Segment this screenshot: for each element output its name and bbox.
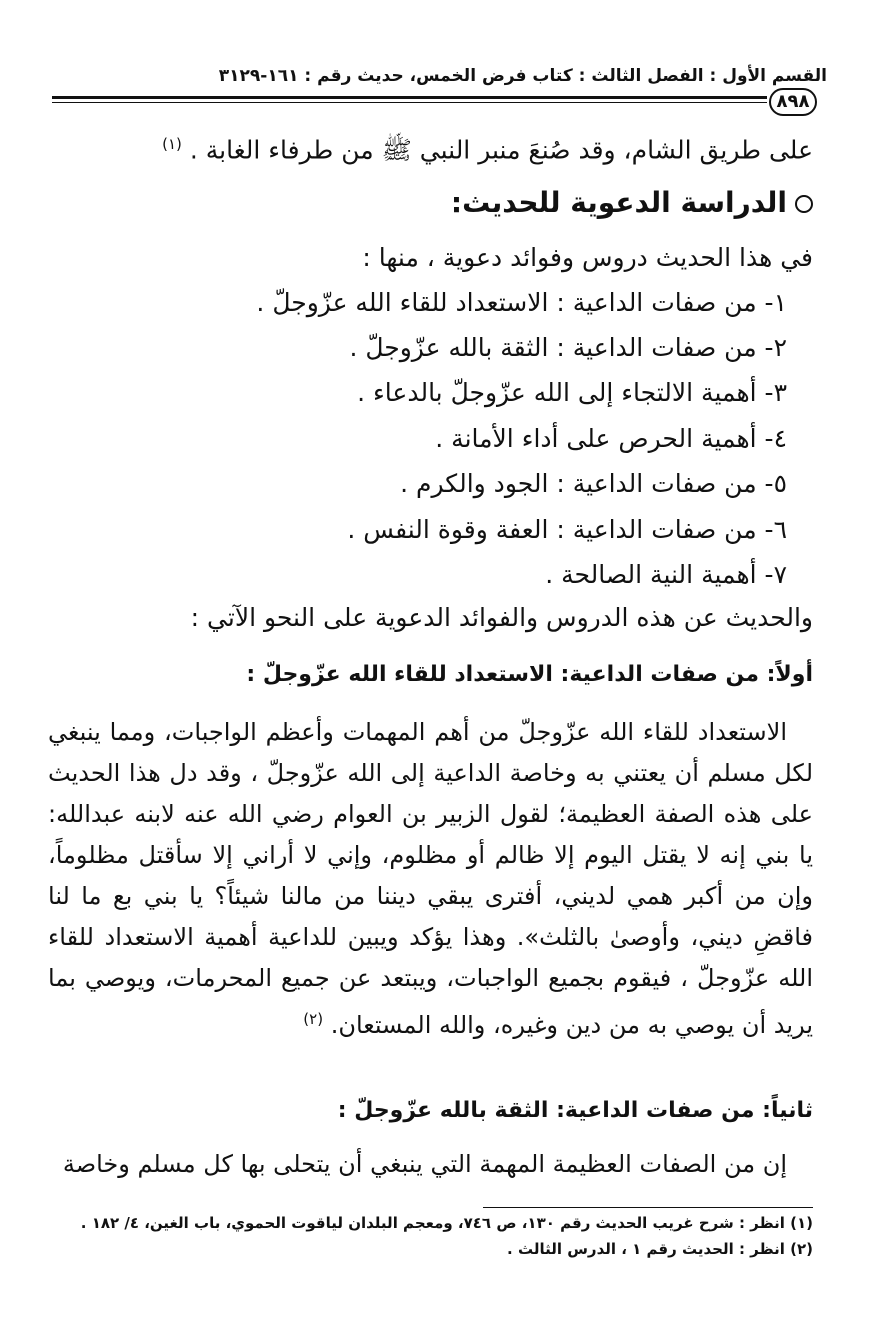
lesson-item-6: ٦- من صفات الداعية : العفة وقوة النفس . [347, 515, 787, 544]
first-paragraph-text: الاستعداد للقاء الله عزّوجلّ من أهم المهمات وأعظم الواجبات، ومما ينبغي لكل مسلم أن يعتني به وخاصة الداعية إلى الله عزّوجلّ ، وقد دل هذا الحديث على هذه الصفة العظيمة؛ لقول الزبير بن العوام رضي الله عنه لابنه عبدالله: يا بني إنه لا يقتل اليوم إلا ظالم أو مظلوم، وإني لا أراني إلا سأقتل مظلوماً، وإن من أكبر همي لديني، أفترى يبقي ديننا من مالنا شيئاً؟ يا بني بع ما لنا فاقضِ ديني، وأوصىٰ بالثلث». وهذا يؤكد ويبين للداعية أهمية الاستعداد للقاء الله عزّوجلّ ، فيقوم بجميع الواجبات، ويبتعد عن جميع المحرمات، ويوصي بما يريد أن يوصي به من دين وغيره، والله المستعان. [48, 718, 813, 1039]
outro-text: والحديث عن هذه الدروس والفوائد الدعوية على النحو الآتي : [190, 603, 813, 632]
footnote-1: (١) انظر : شرح غريب الحديث رقم ١٣٠، ص ٧٤٦، ومعجم البلدان لياقوت الحموي، باب الغين، ٤/ ١٨٢ . [80, 1214, 813, 1232]
second-paragraph [48, 1144, 813, 1185]
circle-bullet-icon [795, 195, 813, 213]
footnote-ref-1: (١) [162, 135, 182, 153]
footnote-ref-2: (٢) [303, 1010, 324, 1028]
page-number: ٨٩٨ [769, 88, 817, 116]
lesson-item-1: ١- من صفات الداعية : الاستعداد للقاء الله عزّوجلّ . [256, 288, 787, 317]
header-rule-thin [52, 102, 767, 103]
second-paragraph-text: إن من الصفات العظيمة المهمة التي ينبغي أن يتحلى بها كل مسلم وخاصة [62, 1150, 787, 1178]
continued-line-text: على طريق الشام، وقد صُنعَ منبر النبي ﷺ من طرفاء الغابة . [189, 135, 813, 165]
lesson-item-7: ٧- أهمية النية الصالحة . [545, 560, 787, 589]
lesson-item-3: ٣- أهمية الالتجاء إلى الله عزّوجلّ بالدعاء . [357, 378, 787, 407]
header-rule [52, 96, 767, 99]
section-title: الدراسة الدعوية للحديث: [450, 186, 787, 219]
second-subheading: ثانياً: من صفات الداعية: الثقة بالله عزّوجلّ : [337, 1098, 813, 1123]
section-heading [451, 186, 813, 219]
footnote-separator [483, 1207, 813, 1208]
running-header: القسم الأول : الفصل الثالث : كتاب فرض الخمس، حديث رقم : ١٦١-٣١٢٩ [218, 66, 827, 86]
continued-line [162, 126, 813, 168]
lesson-item-2: ٢- من صفات الداعية : الثقة بالله عزّوجلّ . [349, 333, 787, 362]
lesson-item-5: ٥- من صفات الداعية : الجود والكرم . [400, 469, 787, 498]
intro-text: في هذا الحديث دروس وفوائد دعوية ، منها : [362, 243, 813, 272]
lesson-item-4: ٤- أهمية الحرص على أداء الأمانة . [435, 424, 787, 453]
first-subheading: أولاً: من صفات الداعية: الاستعداد للقاء الله عزّوجلّ : [246, 662, 813, 687]
first-paragraph [48, 712, 813, 1046]
footnote-2: (٢) انظر : الحديث رقم ١ ، الدرس الثالث . [507, 1240, 813, 1258]
